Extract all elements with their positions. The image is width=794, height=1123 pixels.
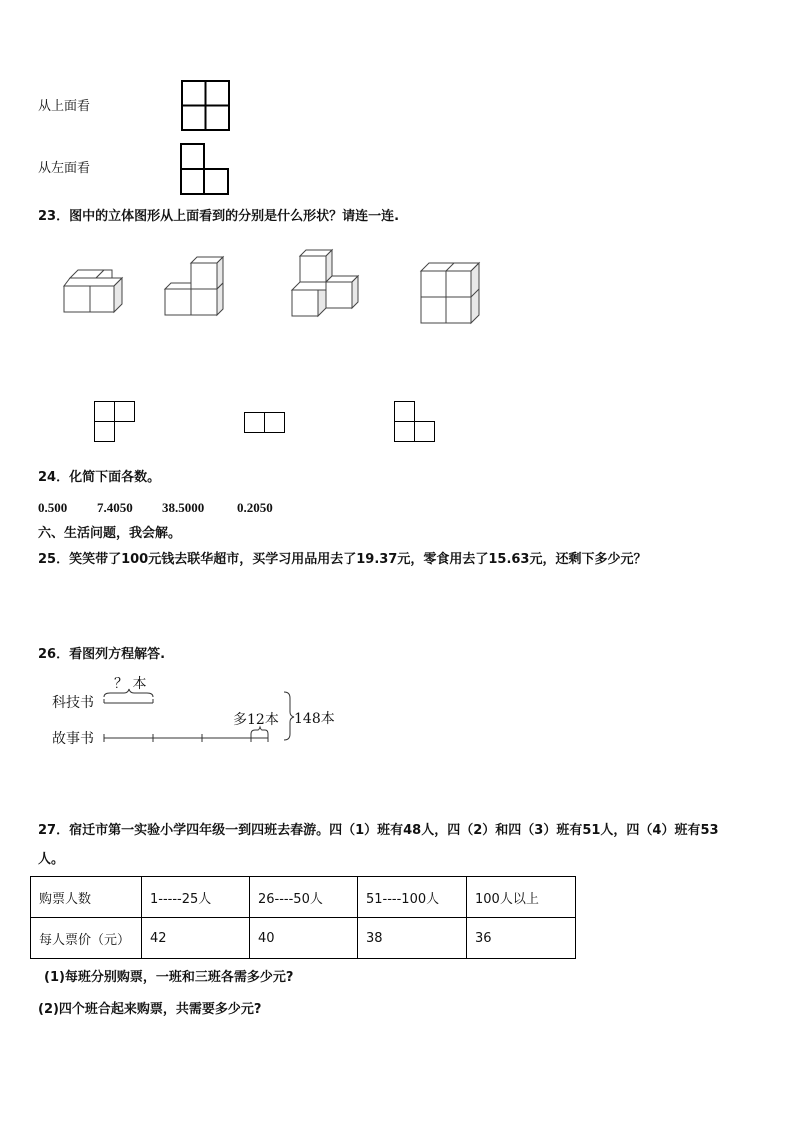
left-view-figure — [180, 143, 230, 195]
table-cell: 购票人数 — [31, 877, 142, 918]
table-cell: 36 — [467, 918, 576, 959]
question-27-line2: 人。 — [38, 852, 65, 867]
question-27-sub2: (2)四个班合起来购票，共需要多少元? — [38, 1002, 262, 1017]
ticket-price-table — [30, 876, 576, 959]
more-books-label: 多12本 — [233, 712, 279, 728]
table-cell: 51----100人 — [358, 877, 467, 918]
question-25: 25．笑笑带了100元钱去联华超市，买学习用品用去了19.37元，零食用去了15.63元，还剩下多少元？ — [38, 552, 647, 567]
unknown-books-label: ？ 本 — [114, 676, 147, 692]
number-4: 0.2050 — [237, 500, 273, 515]
question-26: 26．看图列方程解答. — [38, 647, 166, 662]
table-cell: 42 — [142, 918, 250, 959]
table-cell: 1-----25人 — [142, 877, 250, 918]
view-option-1[interactable] — [94, 401, 136, 443]
left-view-label: 从左面看 — [38, 161, 91, 176]
line-segment-diagram — [100, 688, 300, 744]
question-24: 24．化简下面各数。 — [38, 470, 161, 485]
solid-figure-3 — [292, 250, 362, 318]
solid-figure-4 — [421, 263, 483, 325]
table-row — [31, 918, 576, 959]
table-cell: 40 — [250, 918, 358, 959]
view-option-2[interactable] — [244, 412, 286, 434]
view-option-3[interactable] — [394, 401, 436, 443]
table-cell: 每人票价（元） — [31, 918, 142, 959]
solid-figure-2 — [165, 257, 227, 317]
number-3: 38.5000 — [162, 500, 205, 515]
table-cell: 26----50人 — [250, 877, 358, 918]
top-view-figure — [181, 80, 231, 132]
top-view-label: 从上面看 — [38, 99, 91, 114]
total-books-label: 148本 — [294, 711, 335, 727]
question-23: 23．图中的立体图形从上面看到的分别是什么形状？请连一连. — [38, 209, 400, 224]
science-books-label: 科技书 — [52, 695, 94, 711]
table-row — [31, 877, 576, 918]
number-1: 0.500 — [38, 500, 68, 515]
solid-figure-1 — [64, 270, 126, 314]
story-books-label: 故事书 — [52, 731, 94, 747]
table-cell: 100人以上 — [467, 877, 576, 918]
question-27-sub1: (1)每班分别购票，一班和三班各需多少元? — [44, 970, 294, 985]
question-27-line1: 27．宿迁市第一实验小学四年级一到四班去春游。四（1）班有48人，四（2）和四（3）班有51人，四（4）班有53 — [38, 823, 719, 838]
section-heading: 六、生活问题，我会解。 — [38, 526, 182, 541]
number-2: 7.4050 — [97, 500, 133, 515]
table-cell: 38 — [358, 918, 467, 959]
